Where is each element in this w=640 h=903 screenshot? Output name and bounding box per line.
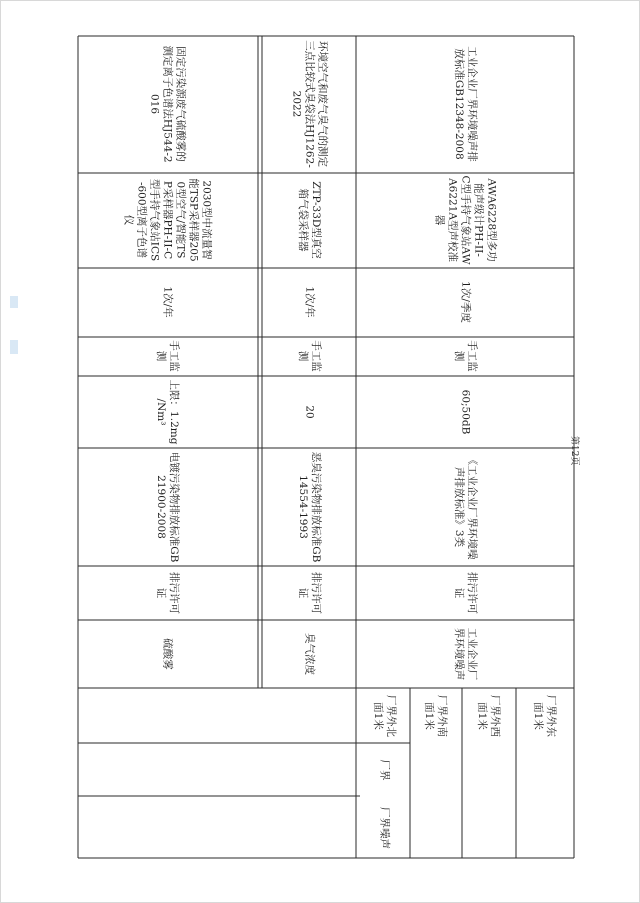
cell-text: 上限：1.2mg/Nm³	[154, 379, 180, 445]
cell-std-odor	[297, 452, 323, 563]
cell-mode-odor	[297, 340, 323, 372]
cell-std-noise	[453, 455, 479, 560]
cell-site-north	[372, 695, 398, 737]
cell-freq-acid	[161, 286, 174, 318]
table-text	[122, 40, 558, 849]
cell-text: 1次/季度	[459, 281, 472, 323]
cell-text: 厂界外西面1米	[475, 695, 501, 737]
cell-text: 排污许可证	[452, 572, 478, 614]
cell-text: 2030型中流量智能TSP采样器2050型空气/智能TSP采样器PH-II-C型手持气象站ICS-600型离子色谱仪	[122, 178, 213, 262]
cell-basis-noise	[453, 572, 479, 614]
cell-text: 手工监测	[452, 340, 478, 372]
cell-text: 手工监测	[296, 340, 322, 372]
page-number: 第12页	[569, 436, 579, 466]
cell-site-west	[476, 695, 502, 737]
cell-text: 20	[303, 405, 316, 419]
cell-text: 恶臭污染物排放标准GB14554-1993	[296, 451, 322, 563]
cell-text: 1次/年	[303, 286, 316, 318]
cell-text: 1次/年	[161, 286, 174, 318]
cell-std-acid	[155, 452, 181, 563]
cell-site-east	[532, 695, 558, 737]
cell-pollutant-acid	[161, 638, 174, 670]
cell-text: 环境空气和废气臭气的测定三点比较式臭袋法HJ1262-2022	[290, 40, 329, 168]
cell-location	[378, 760, 390, 781]
cell-basis-acid	[155, 572, 181, 614]
cell-method-acid	[148, 45, 187, 162]
cell-basis-odor	[297, 572, 323, 614]
cell-mode-noise	[453, 340, 479, 372]
cell-text: 60;50dB	[459, 389, 472, 435]
cell-site-south	[423, 695, 449, 737]
cell-instr-acid	[122, 178, 213, 261]
cell-text: 硫酸雾	[161, 638, 174, 670]
cell-text: 厂界外北面1米	[371, 695, 397, 737]
cell-method-noise	[453, 46, 479, 162]
cell-category	[378, 807, 391, 849]
cell-text: 《工业企业厂界环境噪声排放标准》3类	[452, 454, 478, 560]
cell-text: 工业企业厂界环境噪声排放标准GB12348-2008	[452, 46, 478, 162]
cell-text: 排污许可证	[296, 572, 322, 614]
cell-text: 厂界噪声	[378, 807, 391, 849]
cell-freq-odor	[303, 286, 316, 318]
cell-text: 排污许可证	[154, 572, 180, 614]
cell-limit-odor	[303, 405, 315, 418]
cell-text: AWA6228型多功能声级计PH-II-C型手持气象站AWA6221A型声校准器	[433, 175, 498, 265]
cell-instr-odor	[297, 181, 323, 259]
cell-text: 厂界外东面1米	[531, 695, 557, 737]
cell-freq-noise	[459, 281, 472, 323]
cell-text: 手工监测	[154, 340, 180, 372]
cell-text: 工业企业厂界环境噪声	[452, 627, 478, 681]
cell-mode-acid	[155, 340, 181, 372]
cell-text: 厂界	[378, 759, 391, 781]
cell-pollutant-noise	[453, 628, 479, 681]
cell-text: 厂界外南面1米	[422, 695, 448, 737]
cell-method-odor	[290, 40, 329, 168]
cell-text: ZTP-33D型真空箱气袋采样器	[296, 181, 322, 259]
cell-text: 臭气浓度	[303, 633, 316, 675]
cell-text: 电镀污染物排放标准GB21900-2008	[154, 451, 180, 563]
cell-limit-noise	[459, 390, 471, 435]
cell-pollutant-odor	[303, 633, 316, 675]
cell-text: 固定污染源废气硫酸雾的测定离子色谱法HJ544-2016	[148, 45, 187, 163]
cell-limit-acid	[155, 380, 181, 445]
cell-instr-noise	[433, 176, 498, 265]
